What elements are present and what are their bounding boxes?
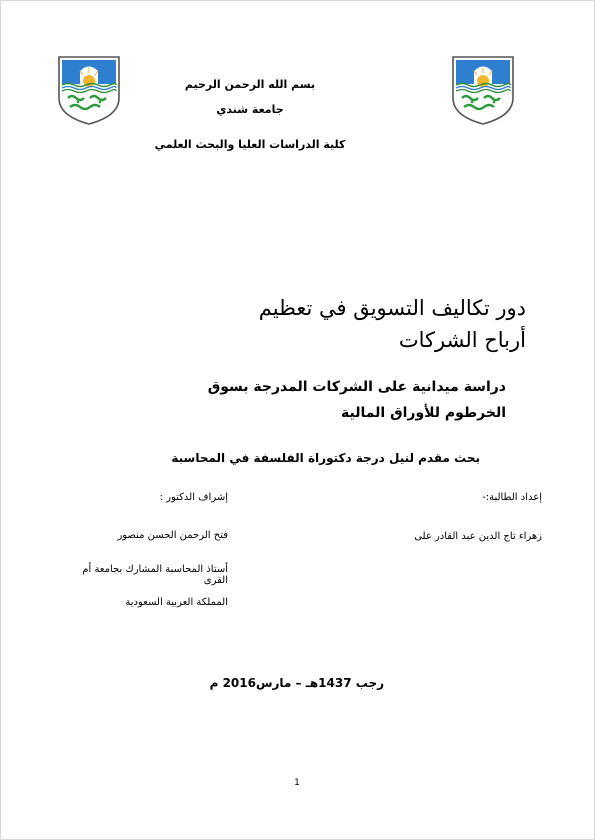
faculty-name: كلية الدراسات العليا والبحث العلمي [154,138,346,151]
university-crest-icon [450,54,516,126]
university-crest-icon [56,54,122,126]
basmala: بسم الله الرحمن الرحيم [184,78,316,91]
university-crest-icon [56,54,122,126]
supervisor-title: أستاذ المحاسبة المشارك بجامعة أم القرى [82,564,228,586]
thesis-title: دور تكاليف التسويق في تعظيم أرباح الشركات [258,296,526,352]
supervisor-label: إشراف الدكتور : [159,492,228,503]
university-name: جامعة شندي [216,103,284,116]
student-label: إعداد الطالبة:- [482,492,542,503]
page-number: 1 [294,778,300,788]
supervisor-country: المملكة العربية السعودية [125,597,228,608]
student-name: زهراء تاج الدين عبد القادر على [414,531,542,542]
submission-date: رجب 1437هـ – مارس2016 م [209,676,384,690]
university-crest-icon [450,54,516,126]
supervisor-name: فتح الرحمن الحسن منصور [117,530,228,541]
degree-statement: بحث مقدم لنيل درجة دكتوراة الفلسفة في المحاسبة [171,451,480,465]
thesis-subtitle: دراسة ميدانية على الشركات المدرجة بسوق الخرطوم للأوراق المالية [207,379,506,421]
